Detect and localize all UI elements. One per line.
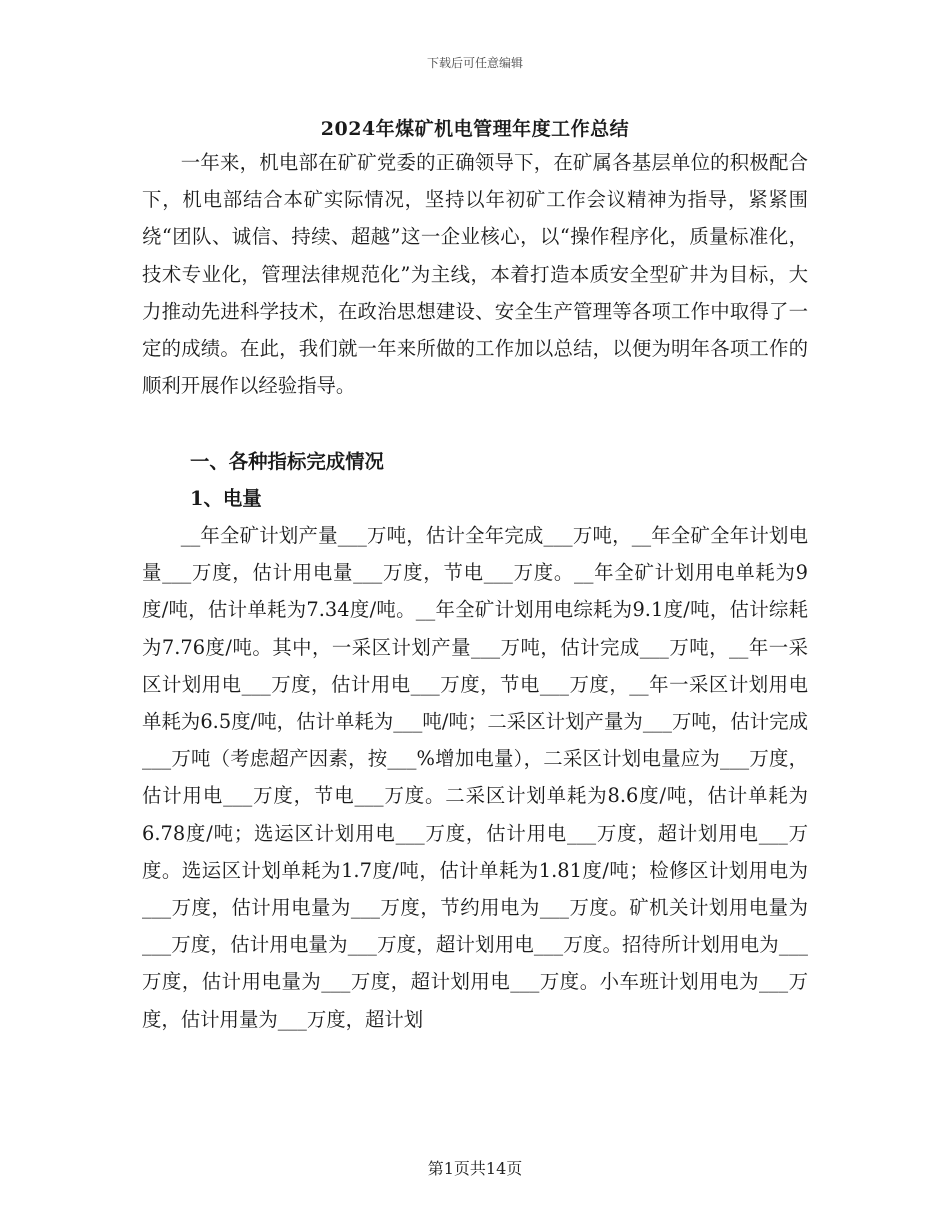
intro-paragraph xyxy=(142,144,808,404)
electricity-text: __年全矿计划产量___万吨，估计全年完成___万吨，__年全矿全年计划电量___万度，估计用电量___万度，节电___万度。__年全矿计划用电单耗为9度/吨，估计单耗为7.34度/吨。__年全矿计划用电综耗为9.1度/吨，估计综耗为7.76度/吨。其中，一采区计划产量___万吨，估计完成___万吨，__年一采区计划用电___万度，估计用电___万度，节电___万度，__年一采区计划用电单耗为6.5度/吨，估计单耗为___吨/吨；二采区计划产量为___万吨，估计完成___万吨（考虑超产因素，按___%增加电量），二采区计划电量应为___万度，估计用电___万度，节电___万度。二采区计划单耗为8.6度/吨，估计单耗为6.78度/吨；选运区计划用电___万度，估计用电___万度，超计划用电___万度。选运区计划单耗为1.7度/吨，估计单耗为1.81度/吨；检修区计划用电为___万度，估计用电量为___万度，节约用电为___万度。矿机关计划用电量为___万度，估计用电量为___万度，超计划用电___万度。招待所计划用电为___万度，估计用电量为___万度，超计划用电___万度。小车班计划用电为___万度，估计用量为___万度，超计划 xyxy=(142,524,808,1031)
electricity-paragraph xyxy=(142,517,808,1038)
section-heading: 一、各种指标完成情况 xyxy=(190,450,384,473)
subsection-heading: 1、电量 xyxy=(190,487,262,510)
header-note: 下载后可任意编辑 xyxy=(426,56,523,70)
intro-text: 一年来，机电部在矿矿党委的正确领导下，在矿属各基层单位的积极配合下，机电部结合本矿实际情况，坚持以年初矿工作会议精神为指导，紧紧围绕“团队、诚信、持续、超越”这一企业核心，以“操作程序化，质量标准化，技术专业化，管理法律规范化”为主线，本着打造本质安全型矿井为目标，大力推动先进科学技术，在政治思想建设、安全生产管理等各项工作中取得了一定的成绩。在此，我们就一年来所做的工作加以总结，以便为明年各项工作的顺利开展作以经验指导。 xyxy=(142,151,808,398)
page-title: 2024年煤矿机电管理年度工作总结 xyxy=(320,118,630,140)
page-footer: 第1页共14页 xyxy=(427,1159,523,1178)
